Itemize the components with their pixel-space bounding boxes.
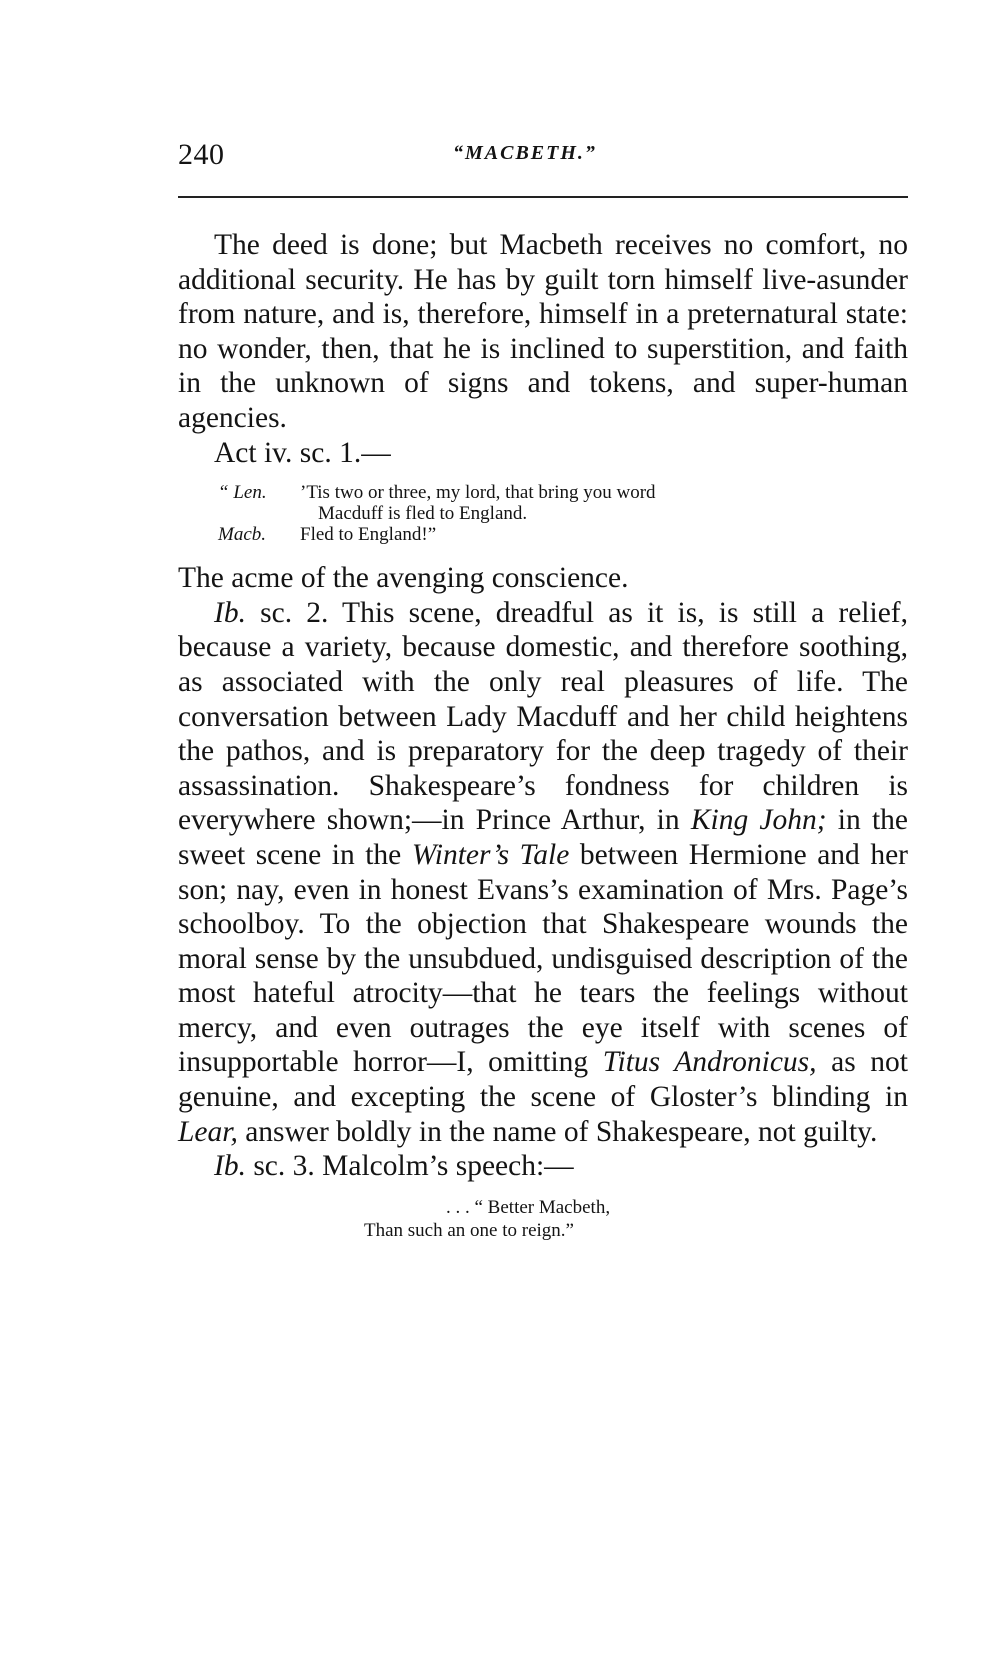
page-body <box>178 228 908 1242</box>
header-rule <box>178 196 908 198</box>
paragraph-scene-two <box>178 596 908 1150</box>
paragraph-acme: The acme of the avenging conscience. <box>178 562 629 595</box>
speaker-label: Macb. <box>218 524 267 546</box>
paragraph-act-iv: Act iv. sc. 1.— <box>214 436 391 469</box>
quote-line: Than such an one to reign.” <box>364 1219 574 1241</box>
title-winters-tale: Winter’s Tale <box>411 838 570 871</box>
text-run: sc. 2. This scene, dreadful as it is, is still a relief, because a variety, because domestic, and therefore soothing, as associated with the only real pleasures of life. The conversation between Lady Macduff and her child heightens the pathos, and is preparatory for the deep tragedy of their assassination. Shakespeare’s fondness for children is everywhere shown;—in Prince Arthur, in <box>178 596 908 837</box>
paragraph-scene-three <box>178 1149 908 1184</box>
ibid-label: Ib. <box>214 1150 246 1183</box>
ibid-label: Ib. <box>214 596 246 629</box>
quote-line <box>218 524 908 545</box>
page-number: 240 <box>178 138 225 171</box>
text-run: answer boldly in the name of Shakespeare, not guilty. <box>237 1115 878 1148</box>
quote-text: ’Tis two or three, my lord, that bring you word <box>300 482 656 504</box>
running-title: “MACBETH.” <box>453 142 597 164</box>
quote-line: Macduff is fled to England. <box>318 503 528 525</box>
text-run: sc. 3. Malcolm’s speech:— <box>245 1150 574 1183</box>
title-king-john: King John; <box>690 804 827 837</box>
text-run: in the sweet scene in the <box>178 804 908 871</box>
quote-text: Fled to England!” <box>300 524 437 546</box>
quote-line <box>218 482 908 503</box>
paragraph-deed-done: The deed is done; but Macbeth receives no comfort, no additional security. He has by guilt torn himself live-asunder from nature, and is, therefore, himself in a preternatural state: no wonder, then, that he is inclined to superstition, and faith in the unknown of signs and tokens, and super-human agencies. <box>178 229 908 434</box>
quote-line: . . . “ Better Macbeth, <box>446 1196 611 1218</box>
text-run: between Hermione and her son; nay, even in honest Evans’s examination of Mrs. Page’s schoolboy. To the objection that Shakespeare wounds the moral sense by the unsubdued, undisguised description of the most hateful atrocity—that he tears the feelings without mercy, and even outrages the eye itself with scenes of insupportable horror—I, omitting <box>178 838 909 1079</box>
page-header <box>178 138 908 178</box>
speaker-label: “ Len. <box>218 482 267 504</box>
title-lear: Lear, <box>178 1115 238 1148</box>
quotation-lennox-macbeth <box>218 482 908 545</box>
quotation-malcolm <box>178 1196 908 1242</box>
text-run: as not genuine, and excepting the scene of Gloster’s blinding in <box>178 1046 908 1114</box>
title-titus-andronicus: Titus Andronicus, <box>602 1046 817 1079</box>
